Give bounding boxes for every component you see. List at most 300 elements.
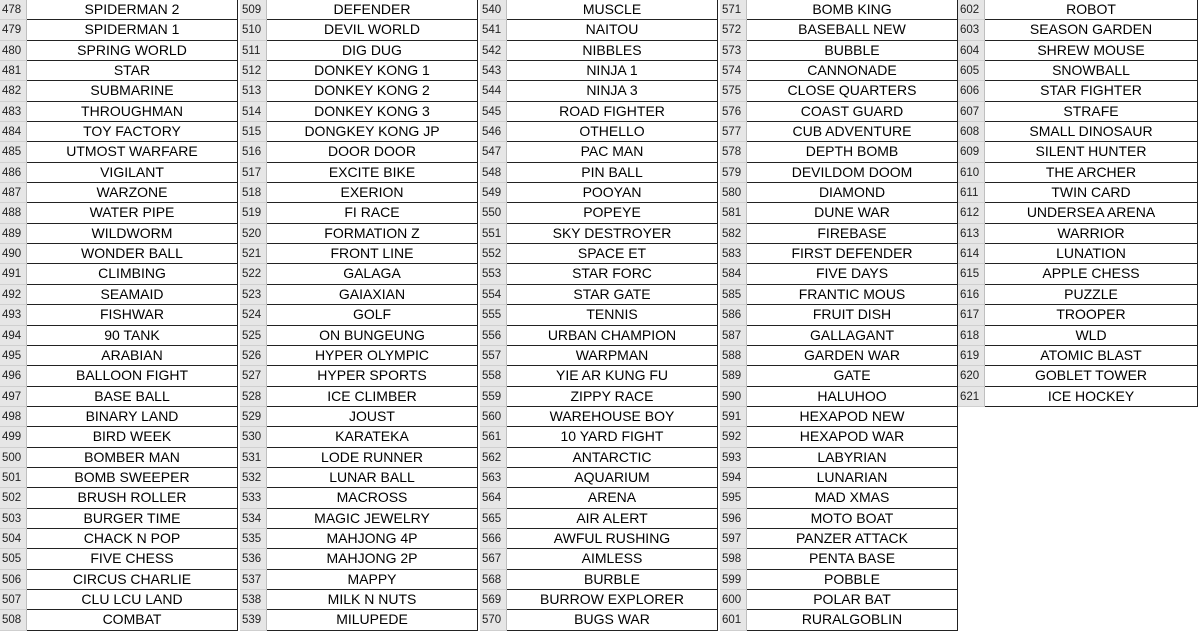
- game-name-cell[interactable]: ON BUNGEUNG: [267, 326, 478, 346]
- row-number-cell[interactable]: 487: [0, 183, 27, 203]
- game-name-cell[interactable]: BURROW EXPLORER: [507, 590, 718, 610]
- game-name-cell[interactable]: PENTA BASE: [747, 549, 958, 569]
- game-name-cell[interactable]: AIMLESS: [507, 549, 718, 569]
- table-row: [958, 264, 1198, 284]
- row-number-cell[interactable]: 619: [958, 346, 985, 366]
- row-number-cell[interactable]: 483: [0, 102, 27, 122]
- row-number-cell[interactable]: 533: [240, 488, 267, 508]
- game-name-cell[interactable]: AWFUL RUSHING: [507, 529, 718, 549]
- game-name-cell[interactable]: PAC MAN: [507, 142, 718, 162]
- row-number-cell[interactable]: 539: [240, 610, 267, 630]
- row-number-cell[interactable]: 540: [480, 0, 507, 20]
- row-number-cell[interactable]: 610: [958, 163, 985, 183]
- row-number-cell[interactable]: 498: [0, 407, 27, 427]
- row-number-cell[interactable]: 597: [720, 529, 747, 549]
- game-name-cell[interactable]: LODE RUNNER: [267, 448, 478, 468]
- game-name-cell[interactable]: MAHJONG 4P: [267, 529, 478, 549]
- game-name-cell[interactable]: APPLE CHESS: [985, 264, 1198, 284]
- game-name-cell[interactable]: ROAD FIGHTER: [507, 102, 718, 122]
- game-name-cell[interactable]: WATER PIPE: [27, 203, 238, 223]
- row-number-cell[interactable]: 556: [480, 326, 507, 346]
- game-name-cell[interactable]: COAST GUARD: [747, 102, 958, 122]
- game-name-cell[interactable]: SEASON GARDEN: [985, 20, 1198, 40]
- row-number-cell[interactable]: 601: [720, 610, 747, 630]
- row-number-cell[interactable]: 523: [240, 285, 267, 305]
- game-name-cell[interactable]: ATOMIC BLAST: [985, 346, 1198, 366]
- row-number-cell[interactable]: 494: [0, 326, 27, 346]
- row-number-cell[interactable]: 535: [240, 529, 267, 549]
- table-row: [240, 610, 478, 630]
- row-number-cell[interactable]: 557: [480, 346, 507, 366]
- row-number-cell[interactable]: 590: [720, 387, 747, 407]
- row-number-cell[interactable]: 551: [480, 224, 507, 244]
- row-number-cell[interactable]: 600: [720, 590, 747, 610]
- game-name-cell[interactable]: URBAN CHAMPION: [507, 326, 718, 346]
- row-number-cell[interactable]: 565: [480, 509, 507, 529]
- game-name-cell[interactable]: MILUPEDE: [267, 610, 478, 630]
- game-name-cell[interactable]: ZIPPY RACE: [507, 387, 718, 407]
- row-number-cell[interactable]: 554: [480, 285, 507, 305]
- row-number-cell[interactable]: 594: [720, 468, 747, 488]
- row-number-cell[interactable]: 549: [480, 183, 507, 203]
- game-name-cell[interactable]: HALUHOO: [747, 387, 958, 407]
- row-number-cell[interactable]: 577: [720, 122, 747, 142]
- game-list-column: [480, 0, 718, 631]
- game-name-cell[interactable]: BOMB KING: [747, 0, 958, 20]
- row-number-cell[interactable]: 567: [480, 549, 507, 569]
- row-number-cell[interactable]: 615: [958, 264, 985, 284]
- row-number-cell[interactable]: 621: [958, 387, 985, 407]
- row-number-cell[interactable]: 495: [0, 346, 27, 366]
- game-name-cell[interactable]: LUNATION: [985, 244, 1198, 264]
- game-name-cell[interactable]: STAR GATE: [507, 285, 718, 305]
- row-number-cell[interactable]: 583: [720, 244, 747, 264]
- game-name-cell[interactable]: CLOSE QUARTERS: [747, 81, 958, 101]
- row-number-cell[interactable]: 480: [0, 41, 27, 61]
- game-name-cell[interactable]: SPRING WORLD: [27, 41, 238, 61]
- game-name-cell[interactable]: ICE CLIMBER: [267, 387, 478, 407]
- game-name-cell[interactable]: TOY FACTORY: [27, 122, 238, 142]
- row-number-cell[interactable]: 614: [958, 244, 985, 264]
- row-number-cell[interactable]: 506: [0, 570, 27, 590]
- row-number-cell[interactable]: 564: [480, 488, 507, 508]
- row-number-cell[interactable]: 522: [240, 264, 267, 284]
- row-number-cell[interactable]: 534: [240, 509, 267, 529]
- game-name-cell[interactable]: LABYRIAN: [747, 448, 958, 468]
- game-name-cell[interactable]: MAD XMAS: [747, 488, 958, 508]
- row-number-cell[interactable]: 510: [240, 20, 267, 40]
- game-name-cell[interactable]: SEAMAID: [27, 285, 238, 305]
- row-number-cell[interactable]: 620: [958, 366, 985, 386]
- game-name-cell[interactable]: OTHELLO: [507, 122, 718, 142]
- game-name-cell[interactable]: CUB ADVENTURE: [747, 122, 958, 142]
- row-number-cell[interactable]: 546: [480, 122, 507, 142]
- row-number-cell[interactable]: 553: [480, 264, 507, 284]
- game-name-cell[interactable]: DUNE WAR: [747, 203, 958, 223]
- game-name-cell[interactable]: SKY DESTROYER: [507, 224, 718, 244]
- game-name-cell[interactable]: BRUSH ROLLER: [27, 488, 238, 508]
- row-number-cell[interactable]: 580: [720, 183, 747, 203]
- table-row: [480, 0, 718, 20]
- row-number-cell[interactable]: 545: [480, 102, 507, 122]
- row-number-cell[interactable]: 603: [958, 20, 985, 40]
- row-number-cell[interactable]: 558: [480, 366, 507, 386]
- row-number-cell[interactable]: 607: [958, 102, 985, 122]
- game-name-cell[interactable]: BURBLE: [507, 570, 718, 590]
- row-number-cell[interactable]: 511: [240, 41, 267, 61]
- game-name-cell[interactable]: GARDEN WAR: [747, 346, 958, 366]
- game-name-cell[interactable]: DIG DUG: [267, 41, 478, 61]
- row-number-cell[interactable]: 514: [240, 102, 267, 122]
- row-number-cell[interactable]: 578: [720, 142, 747, 162]
- row-number-cell[interactable]: 573: [720, 41, 747, 61]
- row-number-cell[interactable]: 505: [0, 549, 27, 569]
- row-number-cell[interactable]: 482: [0, 81, 27, 101]
- row-number-cell[interactable]: 569: [480, 590, 507, 610]
- row-number-cell[interactable]: 581: [720, 203, 747, 223]
- game-name-cell[interactable]: 10 YARD FIGHT: [507, 427, 718, 447]
- game-name-cell[interactable]: HYPER OLYMPIC: [267, 346, 478, 366]
- game-name-cell[interactable]: DIAMOND: [747, 183, 958, 203]
- game-name-cell[interactable]: SPACE ET: [507, 244, 718, 264]
- game-name-cell[interactable]: THE ARCHER: [985, 163, 1198, 183]
- game-name-cell[interactable]: FISHWAR: [27, 305, 238, 325]
- game-name-cell[interactable]: AQUARIUM: [507, 468, 718, 488]
- game-name-cell[interactable]: CHACK N POP: [27, 529, 238, 549]
- row-number-cell[interactable]: 527: [240, 366, 267, 386]
- row-number-cell[interactable]: 588: [720, 346, 747, 366]
- row-number-cell[interactable]: 559: [480, 387, 507, 407]
- row-number-cell[interactable]: 570: [480, 610, 507, 630]
- row-number-cell[interactable]: 504: [0, 529, 27, 549]
- game-name-cell[interactable]: CIRCUS CHARLIE: [27, 570, 238, 590]
- game-name-cell[interactable]: EXCITE BIKE: [267, 163, 478, 183]
- game-name-cell[interactable]: GALAGA: [267, 264, 478, 284]
- row-number-cell[interactable]: 509: [240, 0, 267, 20]
- game-name-cell[interactable]: MUSCLE: [507, 0, 718, 20]
- game-name-cell[interactable]: SUBMARINE: [27, 81, 238, 101]
- row-number-cell[interactable]: 598: [720, 549, 747, 569]
- row-number-cell[interactable]: 541: [480, 20, 507, 40]
- game-name-cell[interactable]: BALLOON FIGHT: [27, 366, 238, 386]
- game-name-cell[interactable]: BUBBLE: [747, 41, 958, 61]
- row-number-cell[interactable]: 521: [240, 244, 267, 264]
- row-number-cell[interactable]: 500: [0, 448, 27, 468]
- game-name-cell[interactable]: FIVE CHESS: [27, 549, 238, 569]
- row-number-cell[interactable]: 606: [958, 81, 985, 101]
- row-number-cell[interactable]: 531: [240, 448, 267, 468]
- row-number-cell[interactable]: 538: [240, 590, 267, 610]
- game-name-cell[interactable]: UTMOST WARFARE: [27, 142, 238, 162]
- row-number-cell[interactable]: 491: [0, 264, 27, 284]
- game-name-cell[interactable]: PANZER ATTACK: [747, 529, 958, 549]
- game-name-cell[interactable]: BOMBER MAN: [27, 448, 238, 468]
- row-number-cell[interactable]: 481: [0, 61, 27, 81]
- row-number-cell[interactable]: 613: [958, 224, 985, 244]
- row-number-cell[interactable]: 512: [240, 61, 267, 81]
- game-name-cell[interactable]: ROBOT: [985, 0, 1198, 20]
- row-number-cell[interactable]: 566: [480, 529, 507, 549]
- row-number-cell[interactable]: 550: [480, 203, 507, 223]
- game-name-cell[interactable]: ICE HOCKEY: [985, 387, 1198, 407]
- game-name-cell[interactable]: RURALGOBLIN: [747, 610, 958, 630]
- game-name-cell[interactable]: STAR: [27, 61, 238, 81]
- game-name-cell[interactable]: NINJA 3: [507, 81, 718, 101]
- game-name-cell[interactable]: COMBAT: [27, 610, 238, 630]
- game-name-cell[interactable]: VIGILANT: [27, 163, 238, 183]
- game-name-cell[interactable]: BASE BALL: [27, 387, 238, 407]
- game-name-cell[interactable]: THROUGHMAN: [27, 102, 238, 122]
- row-number-cell[interactable]: 609: [958, 142, 985, 162]
- game-name-cell[interactable]: 90 TANK: [27, 326, 238, 346]
- table-row: [480, 387, 718, 407]
- row-number-cell[interactable]: 525: [240, 326, 267, 346]
- game-name-cell[interactable]: MAGIC JEWELRY: [267, 509, 478, 529]
- row-number-cell[interactable]: 552: [480, 244, 507, 264]
- row-number-cell[interactable]: 486: [0, 163, 27, 183]
- game-name-cell[interactable]: CLU LCU LAND: [27, 590, 238, 610]
- game-name-cell[interactable]: BOMB SWEEPER: [27, 468, 238, 488]
- row-number-cell[interactable]: 536: [240, 549, 267, 569]
- game-name-cell[interactable]: SPIDERMAN 2: [27, 0, 238, 20]
- game-name-cell[interactable]: DONKEY KONG 2: [267, 81, 478, 101]
- row-number-cell[interactable]: 548: [480, 163, 507, 183]
- row-number-cell[interactable]: 561: [480, 427, 507, 447]
- game-name-cell[interactable]: WILDWORM: [27, 224, 238, 244]
- game-name-cell[interactable]: GATE: [747, 366, 958, 386]
- row-number-cell[interactable]: 605: [958, 61, 985, 81]
- row-number-cell[interactable]: 516: [240, 142, 267, 162]
- row-number-cell[interactable]: 508: [0, 610, 27, 630]
- row-number-cell[interactable]: 560: [480, 407, 507, 427]
- game-name-cell[interactable]: MILK N NUTS: [267, 590, 478, 610]
- game-name-cell[interactable]: POBBLE: [747, 570, 958, 590]
- row-number-cell[interactable]: 526: [240, 346, 267, 366]
- game-name-cell[interactable]: HEXAPOD WAR: [747, 427, 958, 447]
- row-number-cell[interactable]: 524: [240, 305, 267, 325]
- game-name-cell[interactable]: WARZONE: [27, 183, 238, 203]
- row-number-cell[interactable]: 479: [0, 20, 27, 40]
- row-number-cell[interactable]: 484: [0, 122, 27, 142]
- row-number-cell[interactable]: 602: [958, 0, 985, 20]
- game-name-cell[interactable]: STAR FORC: [507, 264, 718, 284]
- row-number-cell[interactable]: 520: [240, 224, 267, 244]
- game-name-cell[interactable]: TWIN CARD: [985, 183, 1198, 203]
- row-number-cell[interactable]: 513: [240, 81, 267, 101]
- row-number-cell[interactable]: 530: [240, 427, 267, 447]
- row-number-cell[interactable]: 547: [480, 142, 507, 162]
- row-number-cell[interactable]: 499: [0, 427, 27, 447]
- game-name-cell[interactable]: DEFENDER: [267, 0, 478, 20]
- game-name-cell[interactable]: LUNARIAN: [747, 468, 958, 488]
- row-number-cell[interactable]: 576: [720, 102, 747, 122]
- game-name-cell[interactable]: DEVIL WORLD: [267, 20, 478, 40]
- game-name-cell[interactable]: YIE AR KUNG FU: [507, 366, 718, 386]
- row-number-cell[interactable]: 589: [720, 366, 747, 386]
- row-number-cell[interactable]: 611: [958, 183, 985, 203]
- game-name-cell[interactable]: SMALL DINOSAUR: [985, 122, 1198, 142]
- game-name-cell[interactable]: JOUST: [267, 407, 478, 427]
- game-name-cell[interactable]: MAPPY: [267, 570, 478, 590]
- row-number-cell[interactable]: 596: [720, 509, 747, 529]
- game-name-cell[interactable]: ARENA: [507, 488, 718, 508]
- game-name-cell[interactable]: STRAFE: [985, 102, 1198, 122]
- game-name-cell[interactable]: FRUIT DISH: [747, 305, 958, 325]
- row-number-cell[interactable]: 502: [0, 488, 27, 508]
- game-name-cell[interactable]: DOOR DOOR: [267, 142, 478, 162]
- game-name-cell[interactable]: MAHJONG 2P: [267, 549, 478, 569]
- game-name-cell[interactable]: BUGS WAR: [507, 610, 718, 630]
- game-name-cell[interactable]: HEXAPOD NEW: [747, 407, 958, 427]
- row-number-cell[interactable]: 518: [240, 183, 267, 203]
- game-name-cell[interactable]: FRANTIC MOUS: [747, 285, 958, 305]
- row-number-cell[interactable]: 587: [720, 326, 747, 346]
- game-name-cell[interactable]: NINJA 1: [507, 61, 718, 81]
- game-name-cell[interactable]: PUZZLE: [985, 285, 1198, 305]
- game-name-cell[interactable]: FIRST DEFENDER: [747, 244, 958, 264]
- row-number-cell[interactable]: 571: [720, 0, 747, 20]
- table-row: [240, 529, 478, 549]
- row-number-cell[interactable]: 582: [720, 224, 747, 244]
- game-name-cell[interactable]: WLD: [985, 326, 1198, 346]
- game-name-cell[interactable]: WARRIOR: [985, 224, 1198, 244]
- game-name-cell[interactable]: PIN BALL: [507, 163, 718, 183]
- game-name-cell[interactable]: GAIAXIAN: [267, 285, 478, 305]
- game-name-cell[interactable]: LUNAR BALL: [267, 468, 478, 488]
- row-number-cell[interactable]: 497: [0, 387, 27, 407]
- table-row: [958, 305, 1198, 325]
- row-number-cell[interactable]: 537: [240, 570, 267, 590]
- game-name-cell[interactable]: DONKEY KONG 3: [267, 102, 478, 122]
- game-name-cell[interactable]: DEVILDOM DOOM: [747, 163, 958, 183]
- row-number-cell[interactable]: 485: [0, 142, 27, 162]
- row-number-cell[interactable]: 604: [958, 41, 985, 61]
- row-number-cell[interactable]: 501: [0, 468, 27, 488]
- row-number-cell[interactable]: 617: [958, 305, 985, 325]
- game-name-cell[interactable]: FORMATION Z: [267, 224, 478, 244]
- game-name-cell[interactable]: WARPMAN: [507, 346, 718, 366]
- row-number-cell[interactable]: 585: [720, 285, 747, 305]
- row-number-cell[interactable]: 575: [720, 81, 747, 101]
- game-name-cell[interactable]: POLAR BAT: [747, 590, 958, 610]
- game-name-cell[interactable]: FRONT LINE: [267, 244, 478, 264]
- game-name-cell[interactable]: NAITOU: [507, 20, 718, 40]
- game-name-cell[interactable]: FI RACE: [267, 203, 478, 223]
- game-name-cell[interactable]: BINARY LAND: [27, 407, 238, 427]
- row-number-cell[interactable]: 507: [0, 590, 27, 610]
- game-name-cell[interactable]: MACROSS: [267, 488, 478, 508]
- row-number-cell[interactable]: 608: [958, 122, 985, 142]
- row-number-cell[interactable]: 519: [240, 203, 267, 223]
- row-number-cell[interactable]: 618: [958, 326, 985, 346]
- game-name-cell[interactable]: SPIDERMAN 1: [27, 20, 238, 40]
- table-row: [0, 264, 238, 284]
- game-name-cell[interactable]: WONDER BALL: [27, 244, 238, 264]
- row-number-cell[interactable]: 584: [720, 264, 747, 284]
- row-number-cell[interactable]: 579: [720, 163, 747, 183]
- row-number-cell[interactable]: 599: [720, 570, 747, 590]
- game-name-cell[interactable]: TENNIS: [507, 305, 718, 325]
- row-number-cell[interactable]: 528: [240, 387, 267, 407]
- row-number-cell[interactable]: 493: [0, 305, 27, 325]
- game-name-cell[interactable]: MOTO BOAT: [747, 509, 958, 529]
- game-name-cell[interactable]: STAR FIGHTER: [985, 81, 1198, 101]
- game-name-cell[interactable]: ANTARCTIC: [507, 448, 718, 468]
- game-name-cell[interactable]: POPEYE: [507, 203, 718, 223]
- game-name-cell[interactable]: EXERION: [267, 183, 478, 203]
- row-number-cell[interactable]: 592: [720, 427, 747, 447]
- table-row: [0, 305, 238, 325]
- game-name-cell[interactable]: DEPTH BOMB: [747, 142, 958, 162]
- row-number-cell[interactable]: 593: [720, 448, 747, 468]
- game-name-cell[interactable]: BASEBALL NEW: [747, 20, 958, 40]
- game-name-cell[interactable]: GOLF: [267, 305, 478, 325]
- row-number-cell[interactable]: 555: [480, 305, 507, 325]
- game-name-cell[interactable]: WAREHOUSE BOY: [507, 407, 718, 427]
- row-number-cell[interactable]: 568: [480, 570, 507, 590]
- row-number-cell[interactable]: 532: [240, 468, 267, 488]
- row-number-cell[interactable]: 503: [0, 509, 27, 529]
- game-name-cell[interactable]: GOBLET TOWER: [985, 366, 1198, 386]
- row-number-cell[interactable]: 492: [0, 285, 27, 305]
- game-name-cell[interactable]: BIRD WEEK: [27, 427, 238, 447]
- game-name-cell[interactable]: DONKEY KONG 1: [267, 61, 478, 81]
- row-number-cell[interactable]: 574: [720, 61, 747, 81]
- game-name-cell[interactable]: DONGKEY KONG JP: [267, 122, 478, 142]
- game-name-cell[interactable]: SHREW MOUSE: [985, 41, 1198, 61]
- row-number-cell[interactable]: 563: [480, 468, 507, 488]
- row-number-cell[interactable]: 544: [480, 81, 507, 101]
- row-number-cell[interactable]: 572: [720, 20, 747, 40]
- game-name-cell[interactable]: SILENT HUNTER: [985, 142, 1198, 162]
- row-number-cell[interactable]: 612: [958, 203, 985, 223]
- game-name-cell[interactable]: AIR ALERT: [507, 509, 718, 529]
- row-number-cell[interactable]: 591: [720, 407, 747, 427]
- table-row: [720, 142, 958, 162]
- game-name-cell[interactable]: UNDERSEA ARENA: [985, 203, 1198, 223]
- game-name-cell[interactable]: BURGER TIME: [27, 509, 238, 529]
- row-number-cell[interactable]: 488: [0, 203, 27, 223]
- row-number-cell[interactable]: 490: [0, 244, 27, 264]
- row-number-cell[interactable]: 515: [240, 122, 267, 142]
- game-name-cell[interactable]: NIBBLES: [507, 41, 718, 61]
- game-name-cell[interactable]: TROOPER: [985, 305, 1198, 325]
- row-number-cell[interactable]: 529: [240, 407, 267, 427]
- row-number-cell[interactable]: 496: [0, 366, 27, 386]
- row-number-cell[interactable]: 562: [480, 448, 507, 468]
- row-number-cell[interactable]: 616: [958, 285, 985, 305]
- game-name-cell[interactable]: CANNONADE: [747, 61, 958, 81]
- game-name-cell[interactable]: ARABIAN: [27, 346, 238, 366]
- row-number-cell[interactable]: 542: [480, 41, 507, 61]
- row-number-cell[interactable]: 489: [0, 224, 27, 244]
- game-name-cell[interactable]: FIVE DAYS: [747, 264, 958, 284]
- row-number-cell[interactable]: 478: [0, 0, 27, 20]
- game-name-cell[interactable]: POOYAN: [507, 183, 718, 203]
- game-name-cell[interactable]: FIREBASE: [747, 224, 958, 244]
- row-number-cell[interactable]: 595: [720, 488, 747, 508]
- table-row: [720, 183, 958, 203]
- row-number-cell[interactable]: 517: [240, 163, 267, 183]
- game-name-cell[interactable]: KARATEKA: [267, 427, 478, 447]
- row-number-cell[interactable]: 543: [480, 61, 507, 81]
- game-name-cell[interactable]: CLIMBING: [27, 264, 238, 284]
- table-row: [480, 142, 718, 162]
- game-name-cell[interactable]: HYPER SPORTS: [267, 366, 478, 386]
- row-number-cell[interactable]: 586: [720, 305, 747, 325]
- game-name-cell[interactable]: GALLAGANT: [747, 326, 958, 346]
- game-name-cell[interactable]: SNOWBALL: [985, 61, 1198, 81]
